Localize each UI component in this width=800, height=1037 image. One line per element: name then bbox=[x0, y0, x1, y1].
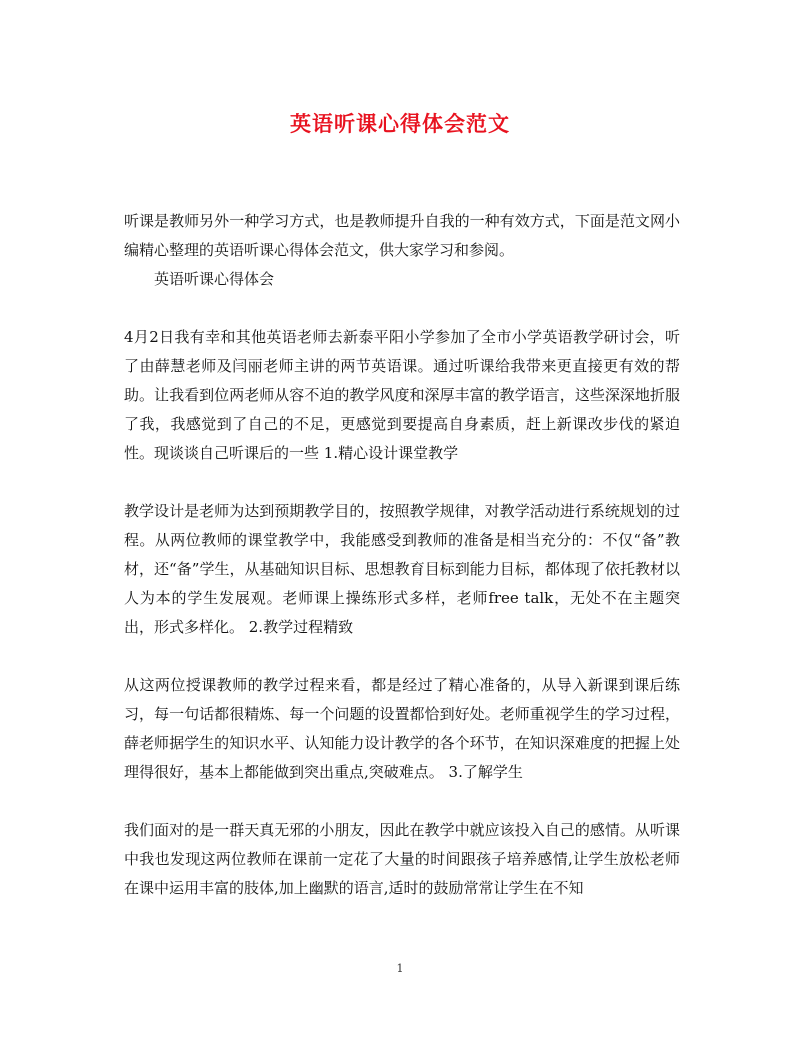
page-number: 1 bbox=[396, 962, 404, 975]
section-subtitle: 英语听课心得体会 bbox=[154, 270, 275, 288]
body-paragraph-2: 教学设计是老师为达到预期教学目的，按照教学规律，对教学活动进行系统规划的过程。从两位教师的课堂教学中，我能感受到教师的准备是相当充分的：不仅“备”教材，还“备”学生，从基础知识目标、思想教育目标到能力目标，都体现了依托教材以人为本的学生发展观。老师课上操练形式多样，老师free talk，无处不在主题突出，形式多样化。 2.教学过程精致 bbox=[124, 502, 680, 636]
paragraph-gap bbox=[124, 642, 680, 671]
document-body bbox=[124, 207, 680, 903]
intro-paragraph: 听课是教师另外一种学习方式，也是教师提升自我的一种有效方式，下面是范文网小编精心整理的英语听课心得体会范文，供大家学习和参阅。 bbox=[124, 212, 680, 259]
document-title: 英语听课心得体会范文 bbox=[290, 111, 510, 136]
body-paragraph-3: 从这两位授课教师的教学过程来看，都是经过了精心准备的，从导入新课到课后练习，每一句话都很精炼、每一个问题的设置都恰到好处。老师重视学生的学习过程，薛老师据学生的知识水平、认知能力设计教学的各个环节，在知识深难度的把握上处理得很好，基本上都能做到突出重点,突破难点。 3.了解学生 bbox=[124, 676, 680, 781]
body-paragraph-4: 我们面对的是一群天真无邪的小朋友，因此在教学中就应该投入自己的感情。从听课中我也发现这两位教师在课前一定花了大量的时间跟孩子培养感情,让学生放松老师在课中运用丰富的肢体,加上幽默的语言,适时的鼓励常常让学生在不知 bbox=[124, 821, 680, 897]
paragraph-gap bbox=[124, 787, 680, 816]
body-paragraph-1: 4月2日我有幸和其他英语老师去新泰平阳小学参加了全市小学英语教学研讨会，听了由薛慧老师及闫丽老师主讲的两节英语课。通过听课给我带来更直接更有效的帮助。让我看到位两老师从容不迫的教学风度和深厚丰富的教学语言，这些深深地折服了我，我感觉到了自己的不足，更感觉到要提高自身素质，赶上新课改步伐的紧迫性。现谈谈自己听课后的一些 1.精心设计课堂教学 bbox=[124, 328, 680, 462]
paragraph-gap bbox=[124, 294, 680, 323]
paragraph-gap bbox=[124, 468, 680, 497]
